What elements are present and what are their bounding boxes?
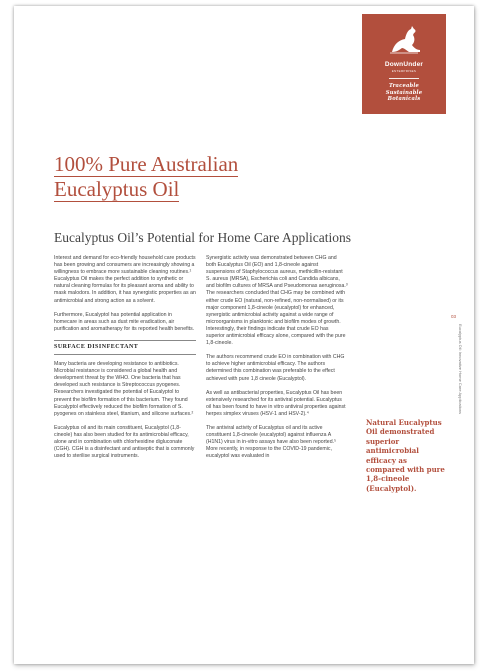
paragraph: Furthermore, Eucalyptol has potential application in homecare in areas such as dust mite eradication, air purification and aromatherapy for its reported health benefits. [54, 311, 195, 332]
paragraph: The antiviral activity of Eucalyptus oil and its active constituent 1,8-cineole (eucalyptol) against influenza A (H1N1) virus in in-vitro assays have also been reported.⁵ More recently, in response to the COVID-19 pandemic, eucalyptol was evaluated in [206, 424, 337, 460]
kangaroo-logo-icon [362, 22, 446, 60]
brand-name: DownUnder [384, 61, 424, 68]
brand-subtitle: ENTERPRISES [391, 69, 417, 73]
tagline-line: Traceable [388, 83, 420, 89]
paragraph: Many bacteria are developing resistance to antibiotics. Microbial resistance is considered a global health and development threat by the WHO. One bacteria that has developed such resistance is Streptococcus pyogenes. Researchers investigated the potential of Eucalyptol to prevent the biofilm formation of this bacterium. They found Eucalyptol effectively reduced the biofilm formation of S. pyogenes on stainless steel, titanium, and silicone surfaces.² [54, 361, 194, 417]
paragraph: As well as antibacterial properties, Eucalyptus Oil has been extensively researched for its antiviral potential. Eucalyptus oil has been found to have in vitro antiviral properties against herpes simplex viruses (HSV-1 and HSV-2).⁴ [206, 389, 346, 417]
brand-divider [389, 78, 419, 79]
paragraph: Synergistic activity was demonstrated between CHG and both Eucalyptus Oil (EO) and 1,8-cineole against suspensions of Staphylococcus aureus, methicillin-resistant S. aureus (MRSA), Escherichia coli and Candida albicans, and biofilm cultures of MRSA and Pseudomonas aeruginosa.³ The researchers concluded that CHG may be combined with either crude EO (natural, non-refined, non-normalised) or its major component 1,8-cineole (eucalyptol) for enhanced, synergistic antimicrobial activity against a wide range of microorganisms in planktonic and biofilm modes of growth. Interestingly, their findings indicate that crude EO has superior antimicrobial efficacy alone, compared with the pure 1,8-cineole. [206, 255, 348, 347]
running-header: Eucalyptus Oil: Innovative Home Care Applications [458, 324, 463, 415]
text-column-left [54, 255, 196, 467]
title-line-1: 100% Pure Australian [54, 152, 239, 176]
paragraph: Eucalyptus oil and its main constituent, Eucalyptol (1,8-cineole) has also been studied for its antimicrobial efficacy, alone and in combination with chlorhexidine digluconate (CGH). CGH is a disinfectant and antiseptic that is commonly used to sterilise surgical instruments. [54, 424, 195, 460]
pull-quote: Natural Eucalyptus Oil demonstrated superior antimicrobial efficacy as compared with pure 1,8-cineole (Eucalyptol). [366, 418, 445, 493]
tagline-line: Sustainable [385, 89, 423, 96]
title-line-2: Eucalyptus Oil [54, 177, 180, 201]
brand-tagline [362, 83, 446, 103]
paragraph: Interest and demand for eco-friendly household care products has been growing and consumers are increasingly showing a willingness to embrace more sustainable cleaning routines.¹ Eucalyptus Oil makes the perfect addition to synthetic or natural cleaning formulas for its pleasant aroma and ability to mask malodors. In addition, it has synergistic properties as an antimicrobial and strong action as a solvent. [54, 255, 196, 304]
tagline-line: Botanicals [387, 96, 421, 103]
page-number: 03 [451, 314, 457, 319]
paragraph: The authors recommend crude EO in combination with CHG to achieve higher antimicrobial efficacy. The authors determined this combination was preferable to the effect achieved with pure 1,8 cineole (Eucalyptol). [206, 354, 345, 382]
document-page [14, 6, 474, 664]
brand-logo-panel [362, 14, 446, 114]
page-title [54, 152, 354, 202]
section-heading: SURFACE DISINFECTANT [54, 340, 196, 355]
page-subtitle: Eucalyptus Oil’s Potential for Home Care Applications [54, 230, 351, 245]
text-column-middle [206, 255, 348, 467]
